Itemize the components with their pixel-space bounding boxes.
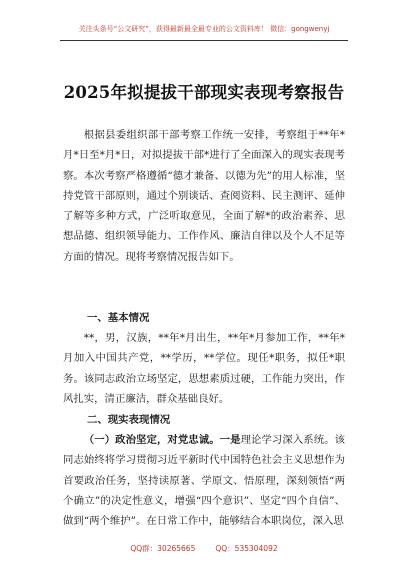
header-divider [60, 40, 348, 41]
header-banner: 关注头条号“公文研究”，获得最新最全最专业的公文资料库！ 微信：gongwenyj [78, 25, 330, 33]
section-heading-performance: 二、现实表现情况 [87, 414, 171, 426]
footer-qq: QQ：535304092 [215, 544, 278, 553]
footer-contact [0, 543, 408, 554]
performance-text: 理论学习深入系统。该同志始终将学习贯彻习近平新时代中国特色社会主义思想作为首要政治任务，坚持读原著、学原文、悟原理，深刻领悟“两个确立”的决定性意义，增强“四个意识”、坚定“四个自信”、做到“两个维护”。在日常工作中，能够结合本职岗位，深入思 [63, 434, 346, 528]
document-title: 2025年拟提拔干部现实表现考察报告 [63, 83, 345, 102]
performance-paragraph [63, 430, 345, 531]
basic-info-paragraph: **，男，汉族，**年*月出生，**年*月参加工作，**年*月加入中国共产党，**学历，**学位。现任*职务，拟任*职务。该同志政治立场坚定，思想素质过硬，工作能力突出，作风扎实，清正廉洁，群众基础良好。 [63, 332, 345, 405]
footer-qq-group: QQ群：30265665 [130, 544, 196, 553]
subsection-lead: （一）政治坚定，对党忠诚。 [83, 434, 220, 446]
intro-paragraph: 根据县委组织部干部考察工作统一安排，考察组于**年*月*日至*月*日，对拟提拔干部*进行了全面深入的现实表现考察。本次考察严格遵循“德才兼备、以德为先”的用人标准，坚持党管干部原则，通过个别谈话、查阅资料、民主测评、延伸了解等多种方式，广泛听取意见，全面了解*的政治素养、思想品德、组织领导能力、工作作风、廉洁自律以及个人不足等方面的情况。现将考察情况报告如下。 [63, 129, 345, 263]
section-heading-basic-info: 一、基本情况 [87, 312, 150, 324]
point-lead: 一是 [219, 434, 241, 446]
